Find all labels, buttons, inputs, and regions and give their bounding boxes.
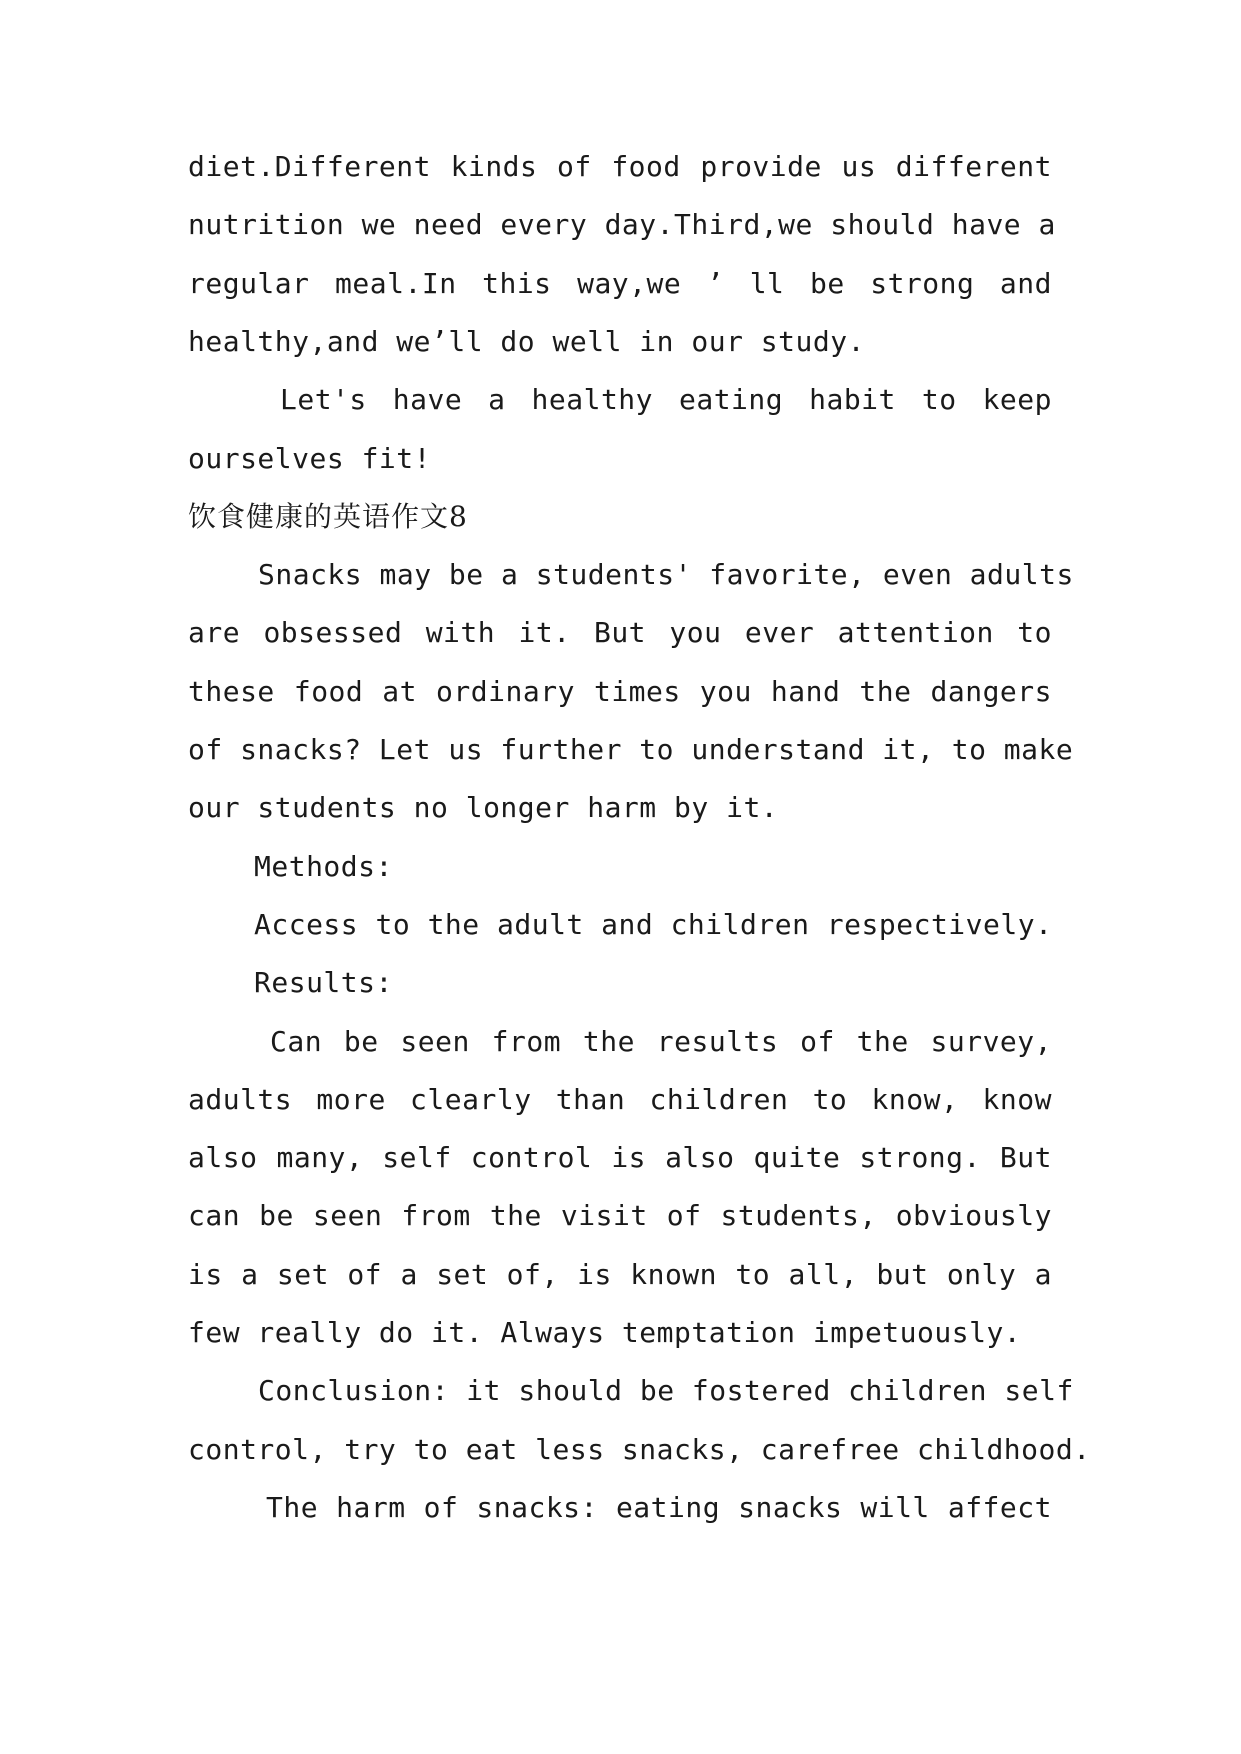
text-line: diet.Different kinds of food provide us different: [188, 150, 1052, 183]
text-line: is a set of a set of, is known to all, but only a: [188, 1258, 1052, 1291]
text-line: The harm of snacks: eating snacks will affect: [266, 1491, 1052, 1524]
text-line: Results:: [254, 966, 393, 999]
text-line: Let's have a healthy eating habit to keep: [280, 383, 1052, 416]
section-heading: 饮食健康的英语作文8: [188, 500, 468, 533]
text-line: adults more clearly than children to know, know: [188, 1083, 1052, 1116]
text-line: are obsessed with it. But you ever attention to: [188, 616, 1052, 649]
text-line: Snacks may be a students' favorite, even adults: [258, 558, 1074, 591]
text-line: can be seen from the visit of students, obviously: [188, 1199, 1052, 1232]
text-line: Access to the adult and children respectively.: [254, 908, 1053, 941]
text-line: our students no longer harm by it.: [188, 791, 779, 824]
text-line: regular meal.In this way,we ’ ll be strong and: [188, 267, 1052, 300]
text-line: Conclusion: it should be fostered children self: [258, 1374, 1074, 1407]
text-line: also many, self control is also quite strong. But: [188, 1141, 1052, 1174]
text-line: of snacks? Let us further to understand it, to make: [188, 733, 1074, 766]
text-line: Methods:: [254, 850, 393, 883]
text-line: ourselves fit!: [188, 442, 432, 475]
text-line: control, try to eat less snacks, carefree childhood.: [188, 1433, 1091, 1466]
text-line: Can be seen from the results of the survey,: [270, 1025, 1052, 1058]
text-line: healthy,and we’ll do well in our study.: [188, 325, 865, 358]
text-line: few really do it. Always temptation impetuously.: [188, 1316, 1022, 1349]
text-line: these food at ordinary times you hand the dangers: [188, 675, 1052, 708]
text-line: nutrition we need every day.Third,we should have a: [188, 208, 1056, 241]
